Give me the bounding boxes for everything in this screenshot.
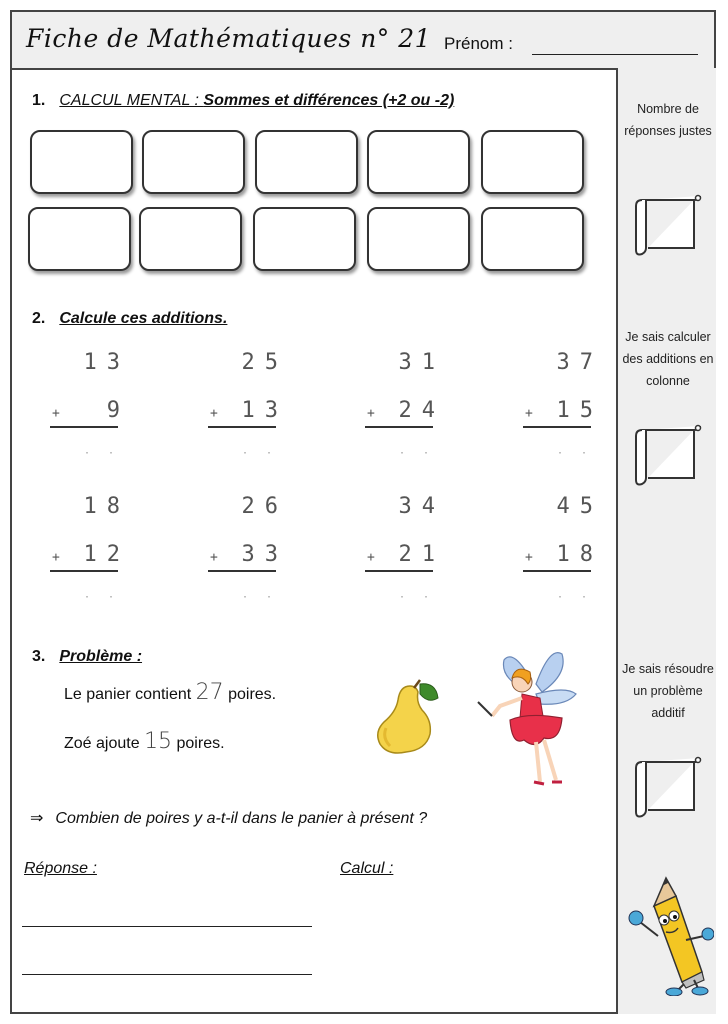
arrow-icon: ⇒ [30,810,44,827]
section2-number: 2. [32,310,46,327]
probleme-scroll-box[interactable] [634,756,702,818]
plus-sign: + [367,406,375,421]
mental-answer-box-5[interactable] [481,130,584,194]
addition-8-bar [523,570,591,572]
problem-question [30,808,427,828]
score-scroll-box[interactable] [634,194,702,256]
addition-3-bottom: 24 [398,398,445,423]
addition-5-bar [50,570,118,572]
plus-sign: + [210,550,218,565]
section2-title [32,310,227,328]
pear-icon [370,676,442,756]
addition-4-answer[interactable]: · · [556,448,593,459]
mental-answer-box-3[interactable] [255,130,358,194]
problem-line-1 [64,680,276,705]
fairy-icon [470,646,582,796]
sidebar [616,68,716,1014]
page-title: Fiche de Mathématiques n° 21 [26,24,432,53]
sidebar-label-probleme: Je sais résoudre un problème additif [622,662,714,720]
answer-line-2[interactable] [22,974,312,975]
addition-3-top: 31 [398,350,445,375]
problem-line-2 [64,729,225,754]
addition-4-bottom: 15 [556,398,603,423]
answer-line-1[interactable] [22,926,312,927]
mental-answer-box-7[interactable] [139,207,242,271]
additions-scroll-box[interactable] [634,424,702,486]
addition-7-answer[interactable]: · · [398,592,435,603]
section3-title [32,648,142,666]
addition-2-answer[interactable]: · · [241,448,278,459]
prenom-label: Prénom : [444,34,513,53]
addition-6-top: 26 [241,494,288,519]
addition-5-bottom: 12 [83,542,130,567]
addition-1-bar [50,426,118,428]
addition-6-bar [208,570,276,572]
mental-answer-box-1[interactable] [30,130,133,194]
sidebar-label-additions: Je sais calculer des additions en colonne [622,330,714,388]
addition-4-bar [523,426,591,428]
addition-2-bottom: 13 [241,398,288,423]
plus-sign: + [210,406,218,421]
addition-7-bottom: 21 [398,542,445,567]
problem-number-27: 27 [195,680,224,705]
mental-answer-box-2[interactable] [142,130,245,194]
problem-line-1-b: poires. [223,686,277,703]
section3-title-text: Problème : [59,648,143,665]
plus-sign: + [525,550,533,565]
pencil-character-icon [624,876,714,996]
addition-2-top: 25 [241,350,288,375]
addition-8-bottom: 18 [556,542,603,567]
plus-sign: + [52,406,60,421]
mental-answer-box-8[interactable] [253,207,356,271]
addition-6-bottom: 33 [241,542,288,567]
mental-answer-box-4[interactable] [367,130,470,194]
addition-3-answer[interactable]: · · [398,448,435,459]
problem-question-text: Combien de poires y a-t-il dans le panier à présent ? [55,810,428,827]
addition-5-answer[interactable]: · · [83,592,120,603]
plus-sign: + [367,550,375,565]
addition-1-answer[interactable]: · · [83,448,120,459]
addition-8-answer[interactable]: · · [556,592,593,603]
addition-1-top: 13 [83,350,130,375]
section3-number: 3. [32,648,46,665]
section2-title-text: Calcule ces additions. [59,310,228,327]
addition-5-top: 18 [83,494,130,519]
mental-answer-box-10[interactable] [481,207,584,271]
plus-sign: + [52,550,60,565]
problem-number-15: 15 [144,729,173,754]
reponse-label: Réponse : [24,860,97,877]
problem-line-1-a: Le panier contient [64,686,196,703]
calcul-label: Calcul : [340,860,394,877]
section1-title-b: Sommes et différences (+2 ou -2) [203,92,455,109]
section1-title [32,92,454,110]
addition-8-top: 45 [556,494,603,519]
section1-number: 1. [32,92,46,109]
sidebar-label-score: Nombre de réponses justes [624,102,712,138]
addition-3-bar [365,426,433,428]
addition-1-bottom: 9 [106,398,130,423]
addition-7-top: 34 [398,494,445,519]
addition-4-top: 37 [556,350,603,375]
section1-title-a: CALCUL MENTAL : [59,92,204,109]
mental-answer-box-9[interactable] [367,207,470,271]
addition-6-answer[interactable]: · · [241,592,278,603]
mental-answer-box-6[interactable] [28,207,131,271]
addition-2-bar [208,426,276,428]
problem-line-2-b: poires. [172,735,225,752]
addition-7-bar [365,570,433,572]
plus-sign: + [525,406,533,421]
problem-line-2-a: Zoé ajoute [64,735,145,752]
